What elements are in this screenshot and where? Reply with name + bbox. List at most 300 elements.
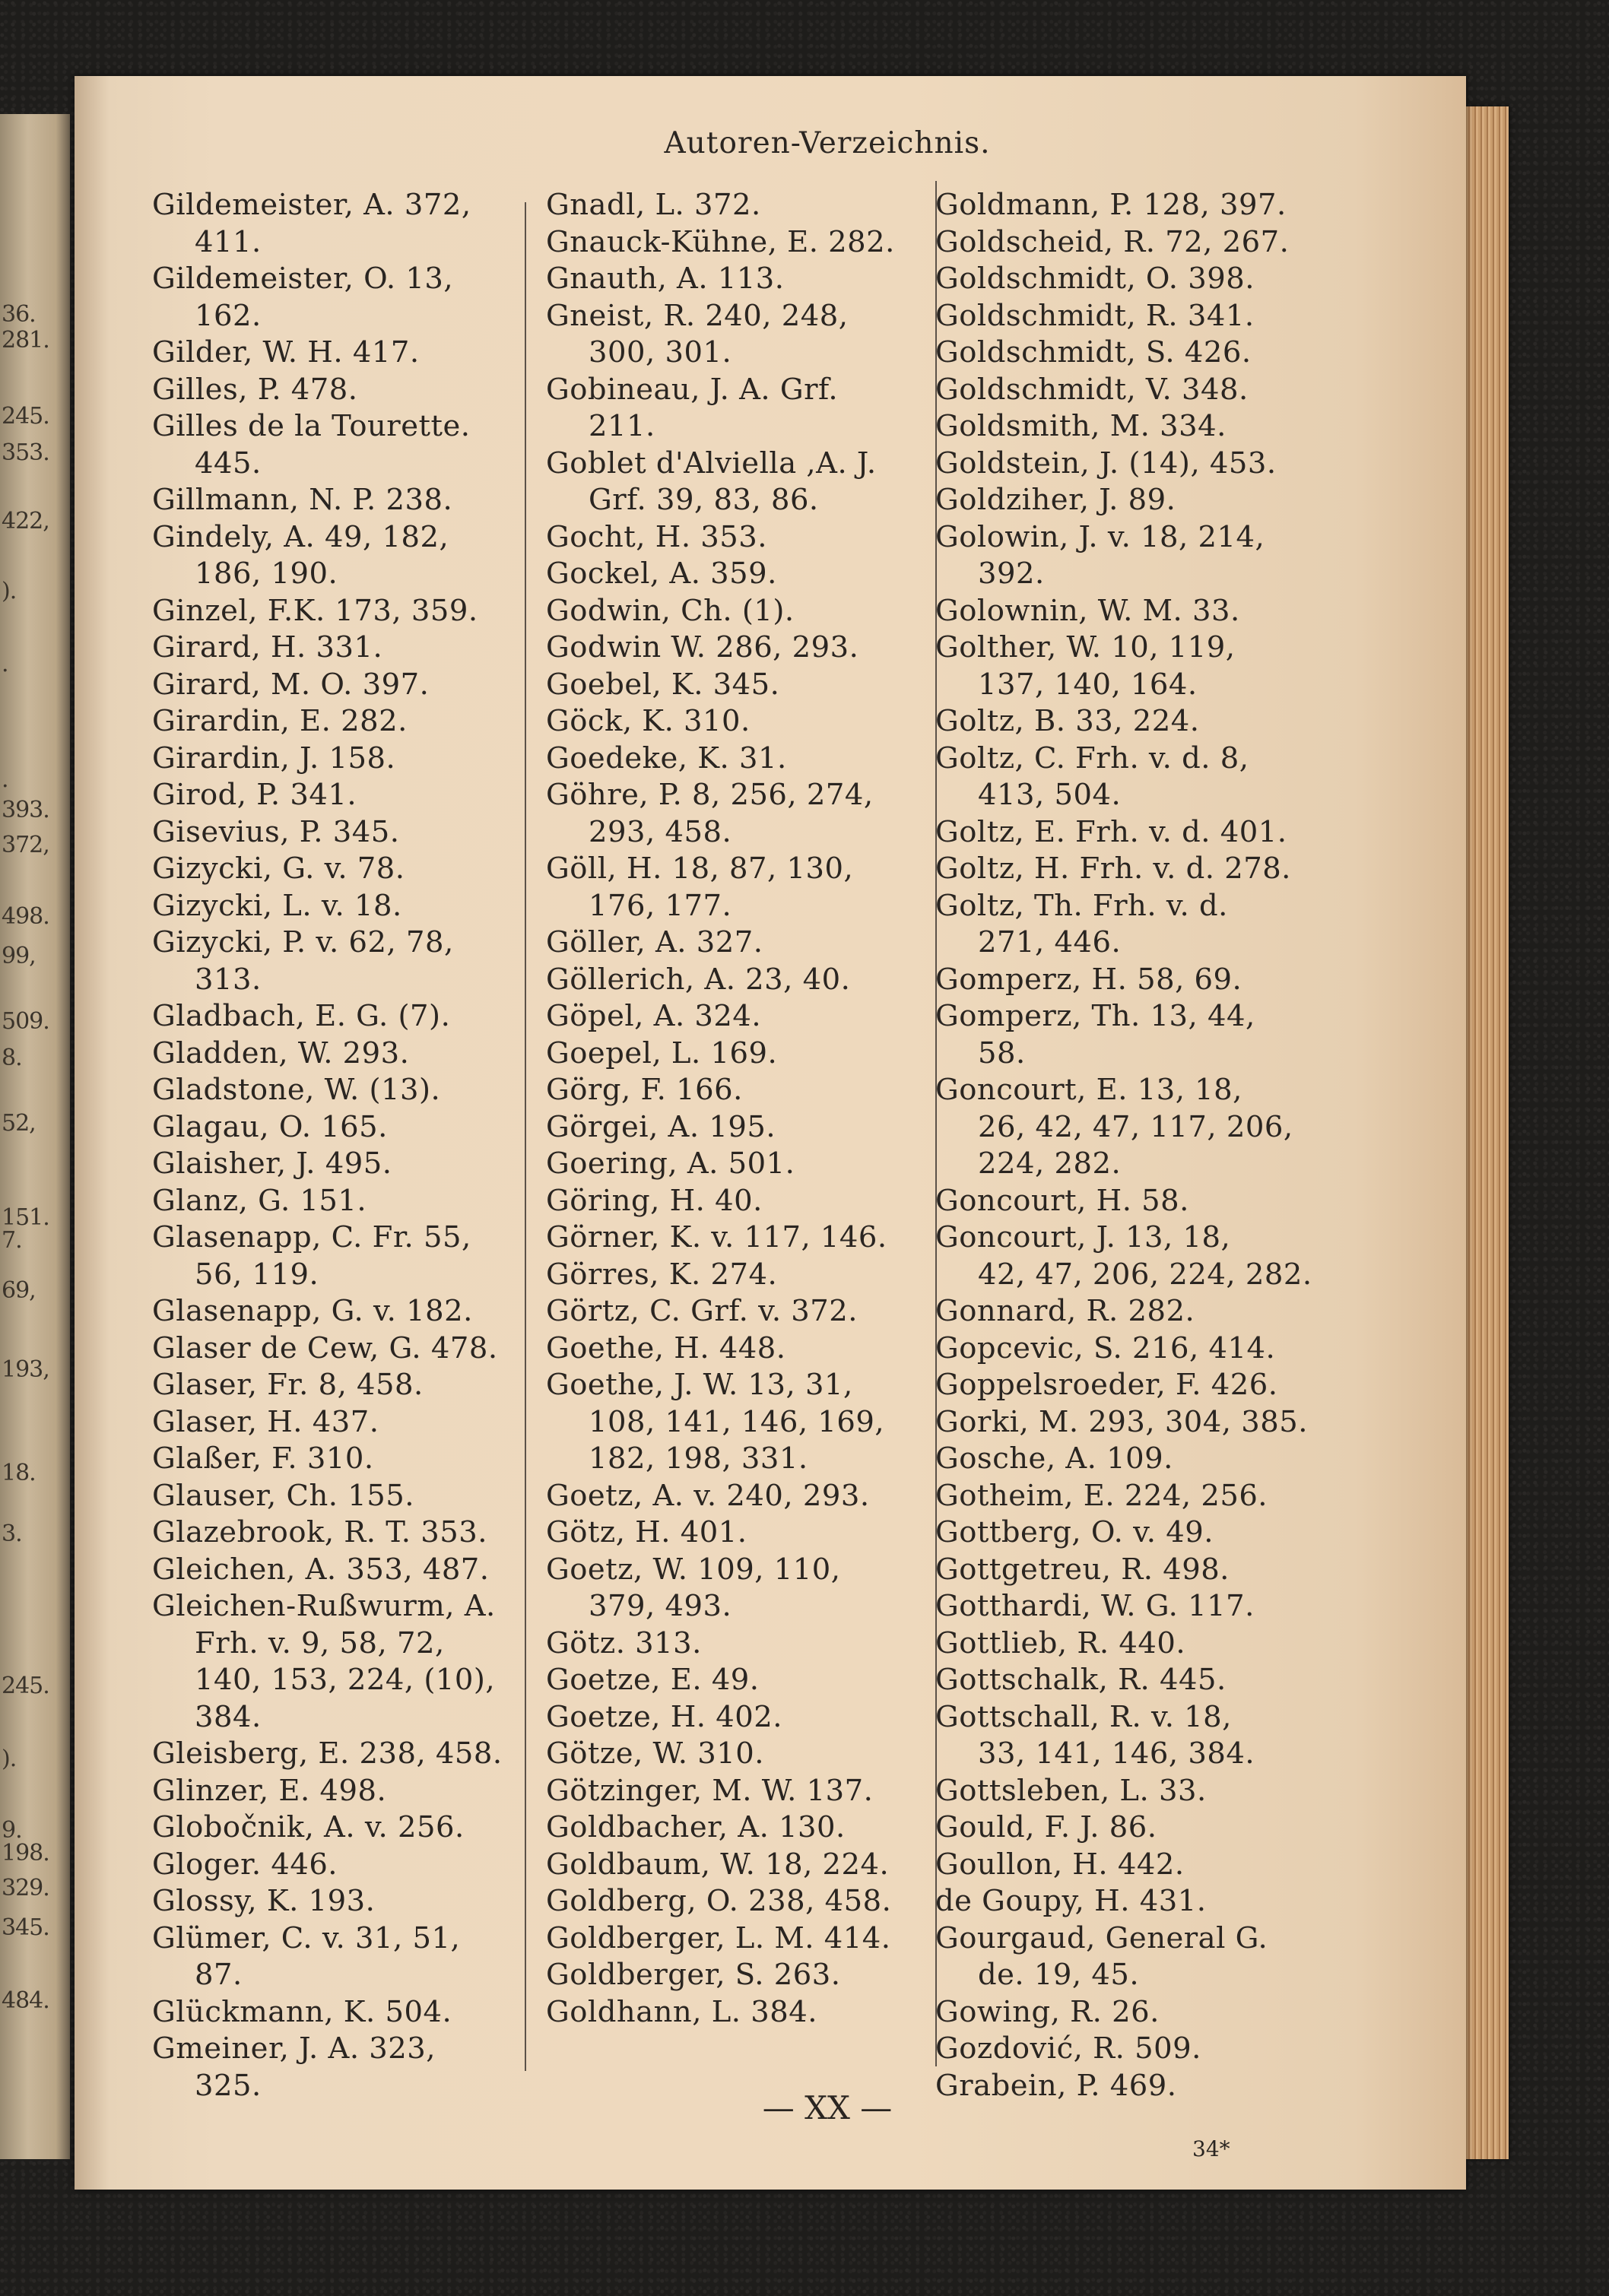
index-entry bbox=[152, 1773, 517, 1810]
entry-continuation: 108, 141, 146, 169, bbox=[589, 1404, 885, 1439]
index-entry bbox=[546, 1330, 926, 1368]
index-entry bbox=[152, 924, 517, 998]
entry-heading: Gilder, W. H. 417. bbox=[152, 335, 420, 369]
entry-heading: Gosche, A. 109. bbox=[935, 1441, 1173, 1476]
index-entry bbox=[152, 998, 517, 1035]
entry-heading: Goncourt, H. 58. bbox=[935, 1183, 1189, 1218]
entry-continuation: Grf. 39, 83, 86. bbox=[589, 483, 819, 517]
entry-continuation: 392. bbox=[978, 557, 1045, 591]
entry-heading: Glanz, G. 151. bbox=[152, 1183, 367, 1218]
index-entry bbox=[546, 1257, 926, 1294]
index-entry bbox=[935, 482, 1315, 519]
entry-heading: Goldschmidt, V. 348. bbox=[935, 372, 1249, 407]
index-entry bbox=[152, 372, 517, 409]
previous-page-fragment: . bbox=[2, 766, 8, 793]
index-entry bbox=[935, 703, 1315, 740]
entry-heading: Glaser de Cew, G. 478. bbox=[152, 1330, 498, 1365]
index-entry bbox=[935, 1293, 1315, 1330]
index-entry bbox=[935, 1662, 1315, 1699]
entry-heading: Gillmann, N. P. 238. bbox=[152, 483, 453, 517]
entry-continuation: Frh. v. 9, 58, 72, bbox=[195, 1625, 445, 1660]
index-entry bbox=[152, 1441, 517, 1478]
entry-heading: Gneist, R. 240, 248, bbox=[546, 298, 849, 333]
entry-heading: Goldmann, P. 128, 397. bbox=[935, 188, 1287, 222]
index-entry bbox=[935, 1588, 1315, 1625]
entry-heading: Goldsmith, M. 334. bbox=[935, 409, 1227, 443]
entry-continuation: 313. bbox=[195, 962, 262, 997]
previous-page-fragment: . bbox=[2, 651, 8, 677]
entry-continuation: 26, 42, 47, 117, 206, bbox=[978, 1109, 1293, 1144]
entry-heading: Goldbacher, A. 130. bbox=[546, 1810, 846, 1844]
index-entry bbox=[546, 962, 926, 999]
index-entry bbox=[152, 1478, 517, 1515]
previous-page-fragment: 422, bbox=[2, 508, 49, 534]
entry-heading: Goltz, Th. Frh. v. d. bbox=[935, 888, 1228, 923]
index-entry bbox=[935, 519, 1315, 593]
index-entry bbox=[546, 261, 926, 298]
entry-continuation: 182, 198, 331. bbox=[589, 1441, 808, 1476]
previous-page-fragment: 484. bbox=[2, 1987, 49, 2014]
index-entry bbox=[152, 740, 517, 778]
previous-page-fragment: 99, bbox=[2, 943, 36, 969]
entry-heading: Goldziher, J. 89. bbox=[935, 483, 1176, 517]
entry-continuation: 300, 301. bbox=[589, 335, 732, 369]
entry-heading: Goncourt, J. 13, 18, bbox=[935, 1220, 1231, 1254]
index-column-3 bbox=[935, 187, 1315, 2104]
previous-page-fragment: 281. bbox=[2, 327, 49, 354]
entry-heading: Gottlieb, R. 440. bbox=[935, 1625, 1186, 1660]
index-entry bbox=[546, 224, 926, 262]
entry-heading: Gottgetreu, R. 498. bbox=[935, 1552, 1230, 1587]
index-entry bbox=[152, 261, 517, 335]
index-entry bbox=[935, 1367, 1315, 1404]
entry-heading: Goethe, H. 448. bbox=[546, 1330, 786, 1365]
previous-page-fragment: 345. bbox=[2, 1914, 49, 1941]
entry-heading: Gilles de la Tourette. bbox=[152, 409, 471, 443]
entry-heading: Gindely, A. 49, 182, bbox=[152, 519, 449, 554]
index-entry bbox=[152, 777, 517, 814]
entry-heading: Göllerich, A. 23, 40. bbox=[546, 962, 851, 997]
entry-heading: Götz. 313. bbox=[546, 1625, 702, 1660]
entry-continuation: 325. bbox=[195, 2068, 262, 2103]
entry-heading: Goldberger, L. M. 414. bbox=[546, 1920, 891, 1955]
entry-heading: Glauser, Ch. 155. bbox=[152, 1478, 414, 1513]
index-entry bbox=[546, 446, 926, 519]
entry-heading: Goltz, E. Frh. v. d. 401. bbox=[935, 814, 1287, 849]
entry-continuation: 384. bbox=[195, 1699, 262, 1734]
entry-heading: Goering, A. 501. bbox=[546, 1146, 795, 1181]
index-entry bbox=[546, 1478, 926, 1515]
index-entry bbox=[546, 556, 926, 593]
index-entry bbox=[546, 1367, 926, 1478]
index-entry bbox=[546, 1625, 926, 1663]
entry-heading: Goebel, K. 345. bbox=[546, 667, 780, 702]
entry-heading: Görtz, C. Grf. v. 372. bbox=[546, 1294, 858, 1328]
entry-heading: Göller, A. 327. bbox=[546, 925, 763, 959]
index-entry bbox=[546, 703, 926, 740]
index-entry bbox=[546, 187, 926, 224]
index-entry bbox=[935, 2031, 1315, 2068]
entry-continuation: 413, 504. bbox=[978, 778, 1122, 812]
entry-heading: Gonnard, R. 282. bbox=[935, 1294, 1195, 1328]
entry-heading: Gotthardi, W. G. 117. bbox=[935, 1589, 1255, 1623]
entry-continuation: 224, 282. bbox=[978, 1146, 1122, 1181]
entry-heading: Gomperz, H. 58, 69. bbox=[935, 962, 1242, 997]
entry-continuation: de. 19, 45. bbox=[978, 1958, 1140, 1992]
entry-heading: Glaser, Fr. 8, 458. bbox=[152, 1368, 424, 1402]
running-head: Autoren-Verzeichnis. bbox=[664, 126, 991, 160]
index-entry bbox=[152, 1367, 517, 1404]
index-entry bbox=[935, 629, 1315, 703]
entry-heading: de Goupy, H. 431. bbox=[935, 1884, 1207, 1918]
entry-heading: Girardin, E. 282. bbox=[152, 704, 408, 738]
previous-page-fragment: 372, bbox=[2, 832, 49, 858]
entry-continuation: 162. bbox=[195, 298, 262, 333]
index-entry bbox=[152, 519, 517, 593]
entry-continuation: 87. bbox=[195, 1958, 243, 1992]
entry-heading: Götze, W. 310. bbox=[546, 1736, 764, 1771]
entry-heading: Gisevius, P. 345. bbox=[152, 814, 400, 849]
index-entry bbox=[546, 777, 926, 851]
entry-heading: Goltz, B. 33, 224. bbox=[935, 704, 1200, 738]
previous-page-fragment: 509. bbox=[2, 1008, 49, 1035]
previous-page-fragment: 353. bbox=[2, 439, 49, 466]
entry-heading: Goedeke, K. 31. bbox=[546, 740, 787, 775]
index-entry bbox=[935, 1809, 1315, 1847]
entry-heading: Gladstone, W. (13). bbox=[152, 1073, 441, 1107]
entry-heading: Gleichen-Rußwurm, A. bbox=[152, 1589, 496, 1623]
entry-continuation: 293, 458. bbox=[589, 814, 732, 849]
entry-continuation: 56, 119. bbox=[195, 1257, 319, 1292]
entry-continuation: 42, 47, 206, 224, 282. bbox=[978, 1257, 1312, 1292]
index-entry bbox=[546, 1293, 926, 1330]
entry-heading: Gottberg, O. v. 49. bbox=[935, 1515, 1214, 1549]
index-entry bbox=[935, 1330, 1315, 1368]
entry-heading: Godwin W. 286, 293. bbox=[546, 630, 859, 664]
index-entry bbox=[152, 408, 517, 482]
entry-heading: Göpel, A. 324. bbox=[546, 999, 762, 1033]
index-entry bbox=[935, 446, 1315, 483]
entry-heading: Gnadl, L. 372. bbox=[546, 188, 761, 222]
entry-heading: Gottschall, R. v. 18, bbox=[935, 1699, 1232, 1734]
entry-heading: Göring, H. 40. bbox=[546, 1183, 763, 1218]
entry-continuation: 211. bbox=[589, 409, 655, 443]
index-entry bbox=[546, 1920, 926, 1958]
entry-heading: Gloger. 446. bbox=[152, 1847, 338, 1882]
entry-continuation: 58. bbox=[978, 1035, 1026, 1070]
page-number: — XX — bbox=[762, 2089, 893, 2126]
entry-heading: Glaßer, F. 310. bbox=[152, 1441, 374, 1476]
previous-page-fragment: 498. bbox=[2, 903, 49, 930]
index-entry bbox=[152, 1994, 517, 2031]
signature-mark: 34* bbox=[1192, 2136, 1230, 2161]
index-entry bbox=[935, 1219, 1315, 1293]
entry-heading: Gomperz, Th. 13, 44, bbox=[935, 999, 1255, 1033]
entry-heading: Goblet d'Alviella ,A. J. bbox=[546, 446, 877, 480]
index-entry bbox=[935, 1699, 1315, 1773]
index-column-2 bbox=[546, 187, 926, 2031]
index-entry bbox=[935, 1478, 1315, 1515]
index-entry bbox=[152, 851, 517, 888]
index-entry bbox=[935, 408, 1315, 446]
entry-continuation: 140, 153, 224, (10), bbox=[195, 1663, 496, 1697]
entry-heading: Görgei, A. 195. bbox=[546, 1109, 776, 1144]
entry-heading: Gopcevic, S. 216, 414. bbox=[935, 1330, 1276, 1365]
entry-heading: Girard, H. 331. bbox=[152, 630, 383, 664]
previous-page-fragment: ). bbox=[2, 578, 17, 604]
entry-heading: Gould, F. J. 86. bbox=[935, 1810, 1157, 1844]
entry-heading: Girard, M. O. 397. bbox=[152, 667, 430, 702]
index-entry bbox=[152, 187, 517, 261]
entry-heading: Glasenapp, G. v. 182. bbox=[152, 1294, 473, 1328]
entry-heading: Görner, K. v. 117, 146. bbox=[546, 1220, 887, 1254]
index-entry bbox=[152, 703, 517, 740]
index-entry bbox=[546, 1109, 926, 1146]
index-entry bbox=[152, 888, 517, 925]
index-entry bbox=[152, 629, 517, 667]
index-entry bbox=[935, 224, 1315, 262]
index-entry bbox=[546, 593, 926, 630]
entry-heading: Gozdović, R. 509. bbox=[935, 2031, 1201, 2066]
previous-page-fragment: 329. bbox=[2, 1875, 49, 1901]
index-entry bbox=[935, 1072, 1315, 1183]
column-rule bbox=[525, 202, 526, 2071]
entry-heading: Glaisher, J. 495. bbox=[152, 1146, 392, 1181]
entry-heading: Göll, H. 18, 87, 130, bbox=[546, 851, 854, 886]
entry-heading: Goetz, A. v. 240, 293. bbox=[546, 1478, 870, 1513]
page-stack-edge bbox=[1466, 106, 1509, 2159]
entry-heading: Goldstein, J. (14), 453. bbox=[935, 446, 1277, 480]
entry-heading: Goldhann, L. 384. bbox=[546, 1994, 817, 2029]
entry-heading: Glazebrook, R. T. 353. bbox=[152, 1515, 487, 1549]
index-entry bbox=[546, 1809, 926, 1847]
entry-heading: Gottschalk, R. 445. bbox=[935, 1663, 1227, 1697]
index-entry bbox=[152, 1552, 517, 1589]
index-entry bbox=[935, 298, 1315, 335]
index-entry bbox=[935, 1883, 1315, 1920]
index-entry bbox=[935, 187, 1315, 224]
index-entry bbox=[546, 1146, 926, 1183]
index-entry bbox=[546, 1773, 926, 1810]
index-entry bbox=[152, 1146, 517, 1183]
previous-page-fragment: 198. bbox=[2, 1840, 49, 1866]
entry-heading: Gleisberg, E. 238, 458. bbox=[152, 1736, 503, 1771]
entry-continuation: 379, 493. bbox=[589, 1589, 732, 1623]
index-entry bbox=[152, 1736, 517, 1773]
entry-heading: Godwin, Ch. (1). bbox=[546, 593, 795, 628]
entry-heading: Gladden, W. 293. bbox=[152, 1035, 410, 1070]
previous-page-fragment: 7. bbox=[2, 1227, 22, 1254]
entry-heading: Glaser, H. 437. bbox=[152, 1404, 379, 1439]
entry-heading: Grabein, P. 469. bbox=[935, 2068, 1177, 2103]
entry-heading: Gmeiner, J. A. 323, bbox=[152, 2031, 436, 2066]
index-entry bbox=[546, 740, 926, 778]
index-entry bbox=[935, 740, 1315, 814]
previous-page-fragment: 3. bbox=[2, 1521, 22, 1547]
entry-heading: Goldschmidt, R. 341. bbox=[935, 298, 1255, 333]
index-entry bbox=[546, 519, 926, 557]
index-entry bbox=[546, 372, 926, 446]
previous-page-fragment: 193, bbox=[2, 1356, 49, 1383]
entry-heading: Goltz, C. Frh. v. d. 8, bbox=[935, 740, 1249, 775]
index-entry bbox=[152, 1293, 517, 1330]
index-entry bbox=[152, 814, 517, 851]
entry-heading: Glümer, C. v. 31, 51, bbox=[152, 1920, 461, 1955]
entry-continuation: 33, 141, 146, 384. bbox=[978, 1736, 1255, 1771]
index-entry bbox=[935, 1441, 1315, 1478]
previous-page-fragment: 18. bbox=[2, 1460, 36, 1486]
entry-heading: Glinzer, E. 498. bbox=[152, 1773, 387, 1808]
entry-heading: Gizycki, P. v. 62, 78, bbox=[152, 925, 454, 959]
index-entry bbox=[152, 335, 517, 372]
index-entry bbox=[546, 298, 926, 372]
index-entry bbox=[546, 1035, 926, 1073]
entry-heading: Goetze, E. 49. bbox=[546, 1663, 760, 1697]
entry-heading: Göck, K. 310. bbox=[546, 704, 751, 738]
index-entry bbox=[152, 1183, 517, 1220]
index-entry bbox=[935, 851, 1315, 888]
entry-heading: Gnauth, A. 113. bbox=[546, 262, 785, 296]
index-entry bbox=[935, 593, 1315, 630]
index-entry bbox=[546, 1994, 926, 2031]
entry-heading: Gildemeister, A. 372, bbox=[152, 188, 471, 222]
index-entry bbox=[546, 924, 926, 962]
previous-page-fragment: 8. bbox=[2, 1045, 22, 1071]
entry-heading: Goetz, W. 109, 110, bbox=[546, 1552, 841, 1587]
index-entry bbox=[152, 667, 517, 704]
entry-heading: Glasenapp, C. Fr. 55, bbox=[152, 1220, 471, 1254]
entry-heading: Gottsleben, L. 33. bbox=[935, 1773, 1207, 1808]
index-entry bbox=[546, 851, 926, 924]
index-entry bbox=[546, 1662, 926, 1699]
entry-heading: Golownin, W. M. 33. bbox=[935, 593, 1240, 628]
entry-continuation: 445. bbox=[195, 446, 262, 480]
index-entry bbox=[935, 962, 1315, 999]
entry-heading: Goldberg, O. 238, 458. bbox=[546, 1884, 892, 1918]
entry-heading: Goethe, J. W. 13, 31, bbox=[546, 1368, 853, 1402]
index-entry bbox=[546, 1699, 926, 1736]
entry-heading: Ginzel, F.K. 173, 359. bbox=[152, 593, 478, 628]
index-entry bbox=[152, 1330, 517, 1368]
index-entry bbox=[546, 1514, 926, 1552]
entry-heading: Glossy, K. 193. bbox=[152, 1884, 376, 1918]
index-entry bbox=[935, 335, 1315, 372]
entry-heading: Gilles, P. 478. bbox=[152, 372, 358, 407]
index-entry bbox=[152, 1072, 517, 1109]
index-entry bbox=[935, 1552, 1315, 1589]
index-entry bbox=[152, 1109, 517, 1146]
index-entry bbox=[935, 372, 1315, 409]
index-entry bbox=[935, 1994, 1315, 2031]
index-entry bbox=[935, 1404, 1315, 1441]
entry-heading: Gobineau, J. A. Grf. bbox=[546, 372, 839, 407]
entry-continuation: 271, 446. bbox=[978, 925, 1122, 959]
index-entry bbox=[546, 629, 926, 667]
entry-heading: Goltz, H. Frh. v. d. 278. bbox=[935, 851, 1291, 886]
entry-heading: Göhre, P. 8, 256, 274, bbox=[546, 778, 874, 812]
entry-heading: Gocht, H. 353. bbox=[546, 519, 768, 554]
entry-continuation: 186, 190. bbox=[195, 557, 338, 591]
index-entry bbox=[546, 1552, 926, 1625]
index-entry bbox=[546, 1736, 926, 1773]
entry-heading: Girod, P. 341. bbox=[152, 778, 357, 812]
entry-continuation: 411. bbox=[195, 224, 262, 259]
entry-heading: Görres, K. 274. bbox=[546, 1257, 778, 1292]
entry-heading: Gorki, M. 293, 304, 385. bbox=[935, 1404, 1308, 1439]
entry-heading: Goetze, H. 402. bbox=[546, 1699, 783, 1734]
index-entry bbox=[935, 1183, 1315, 1220]
entry-heading: Goldberger, S. 263. bbox=[546, 1958, 841, 1992]
entry-heading: Goldschmidt, O. 398. bbox=[935, 262, 1255, 296]
entry-heading: Goepel, L. 169. bbox=[546, 1035, 778, 1070]
entry-heading: Götz, H. 401. bbox=[546, 1515, 747, 1549]
entry-heading: Goullon, H. 442. bbox=[935, 1847, 1185, 1882]
previous-page-fragment: 9. bbox=[2, 1817, 22, 1844]
entry-heading: Glagau, O. 165. bbox=[152, 1109, 388, 1144]
previous-page-fragment: 393. bbox=[2, 797, 49, 823]
previous-page-fragment: 52, bbox=[2, 1110, 36, 1137]
index-entry bbox=[546, 998, 926, 1035]
index-entry bbox=[152, 1035, 517, 1073]
index-entry bbox=[152, 1404, 517, 1441]
entry-heading: Goppelsroeder, F. 426. bbox=[935, 1368, 1278, 1402]
index-entry bbox=[935, 888, 1315, 962]
index-column-1 bbox=[152, 187, 517, 2104]
entry-heading: Gotheim, E. 224, 256. bbox=[935, 1478, 1268, 1513]
index-entry bbox=[546, 1847, 926, 1884]
entry-heading: Goldbaum, W. 18, 224. bbox=[546, 1847, 890, 1882]
entry-heading: Gladbach, E. G. (7). bbox=[152, 999, 451, 1033]
previous-page-fragment: ). bbox=[2, 1746, 17, 1772]
index-entry bbox=[546, 1072, 926, 1109]
entry-heading: Gockel, A. 359. bbox=[546, 557, 777, 591]
index-entry bbox=[546, 1183, 926, 1220]
index-entry bbox=[935, 1773, 1315, 1810]
entry-heading: Glückmann, K. 504. bbox=[152, 1994, 452, 2029]
index-entry bbox=[152, 1883, 517, 1920]
entry-heading: Golther, W. 10, 119, bbox=[935, 630, 1236, 664]
entry-heading: Götzinger, M. W. 137. bbox=[546, 1773, 874, 1808]
index-entry bbox=[546, 1957, 926, 1994]
entry-continuation: 137, 140, 164. bbox=[978, 667, 1198, 702]
index-entry bbox=[152, 482, 517, 519]
entry-heading: Golowin, J. v. 18, 214, bbox=[935, 519, 1265, 554]
index-entry bbox=[152, 1219, 517, 1293]
entry-heading: Gnauck-Kühne, E. 282. bbox=[546, 224, 895, 259]
index-entry bbox=[152, 1847, 517, 1884]
entry-heading: Gildemeister, O. 13, bbox=[152, 262, 454, 296]
entry-continuation: 176, 177. bbox=[589, 888, 732, 923]
index-entry bbox=[152, 593, 517, 630]
entry-heading: Goldscheid, R. 72, 267. bbox=[935, 224, 1290, 259]
index-entry bbox=[152, 1588, 517, 1736]
previous-page-edge bbox=[0, 114, 70, 2159]
index-entry bbox=[935, 1920, 1315, 1994]
entry-heading: Girardin, J. 158. bbox=[152, 740, 396, 775]
entry-heading: Gizycki, L. v. 18. bbox=[152, 888, 402, 923]
entry-heading: Gleichen, A. 353, 487. bbox=[152, 1552, 490, 1587]
previous-page-fragment: 151. bbox=[2, 1204, 49, 1231]
index-entry bbox=[935, 998, 1315, 1072]
entry-heading: Goncourt, E. 13, 18, bbox=[935, 1073, 1242, 1107]
entry-heading: Globočnik, A. v. 256. bbox=[152, 1810, 465, 1844]
entry-heading: Görg, F. 166. bbox=[546, 1073, 743, 1107]
previous-page-fragment: 245. bbox=[2, 1673, 49, 1699]
entry-heading: Gourgaud, General G. bbox=[935, 1920, 1268, 1955]
previous-page-fragment: 245. bbox=[2, 403, 49, 430]
previous-page-fragment: 69, bbox=[2, 1277, 36, 1304]
index-entry bbox=[935, 1625, 1315, 1663]
